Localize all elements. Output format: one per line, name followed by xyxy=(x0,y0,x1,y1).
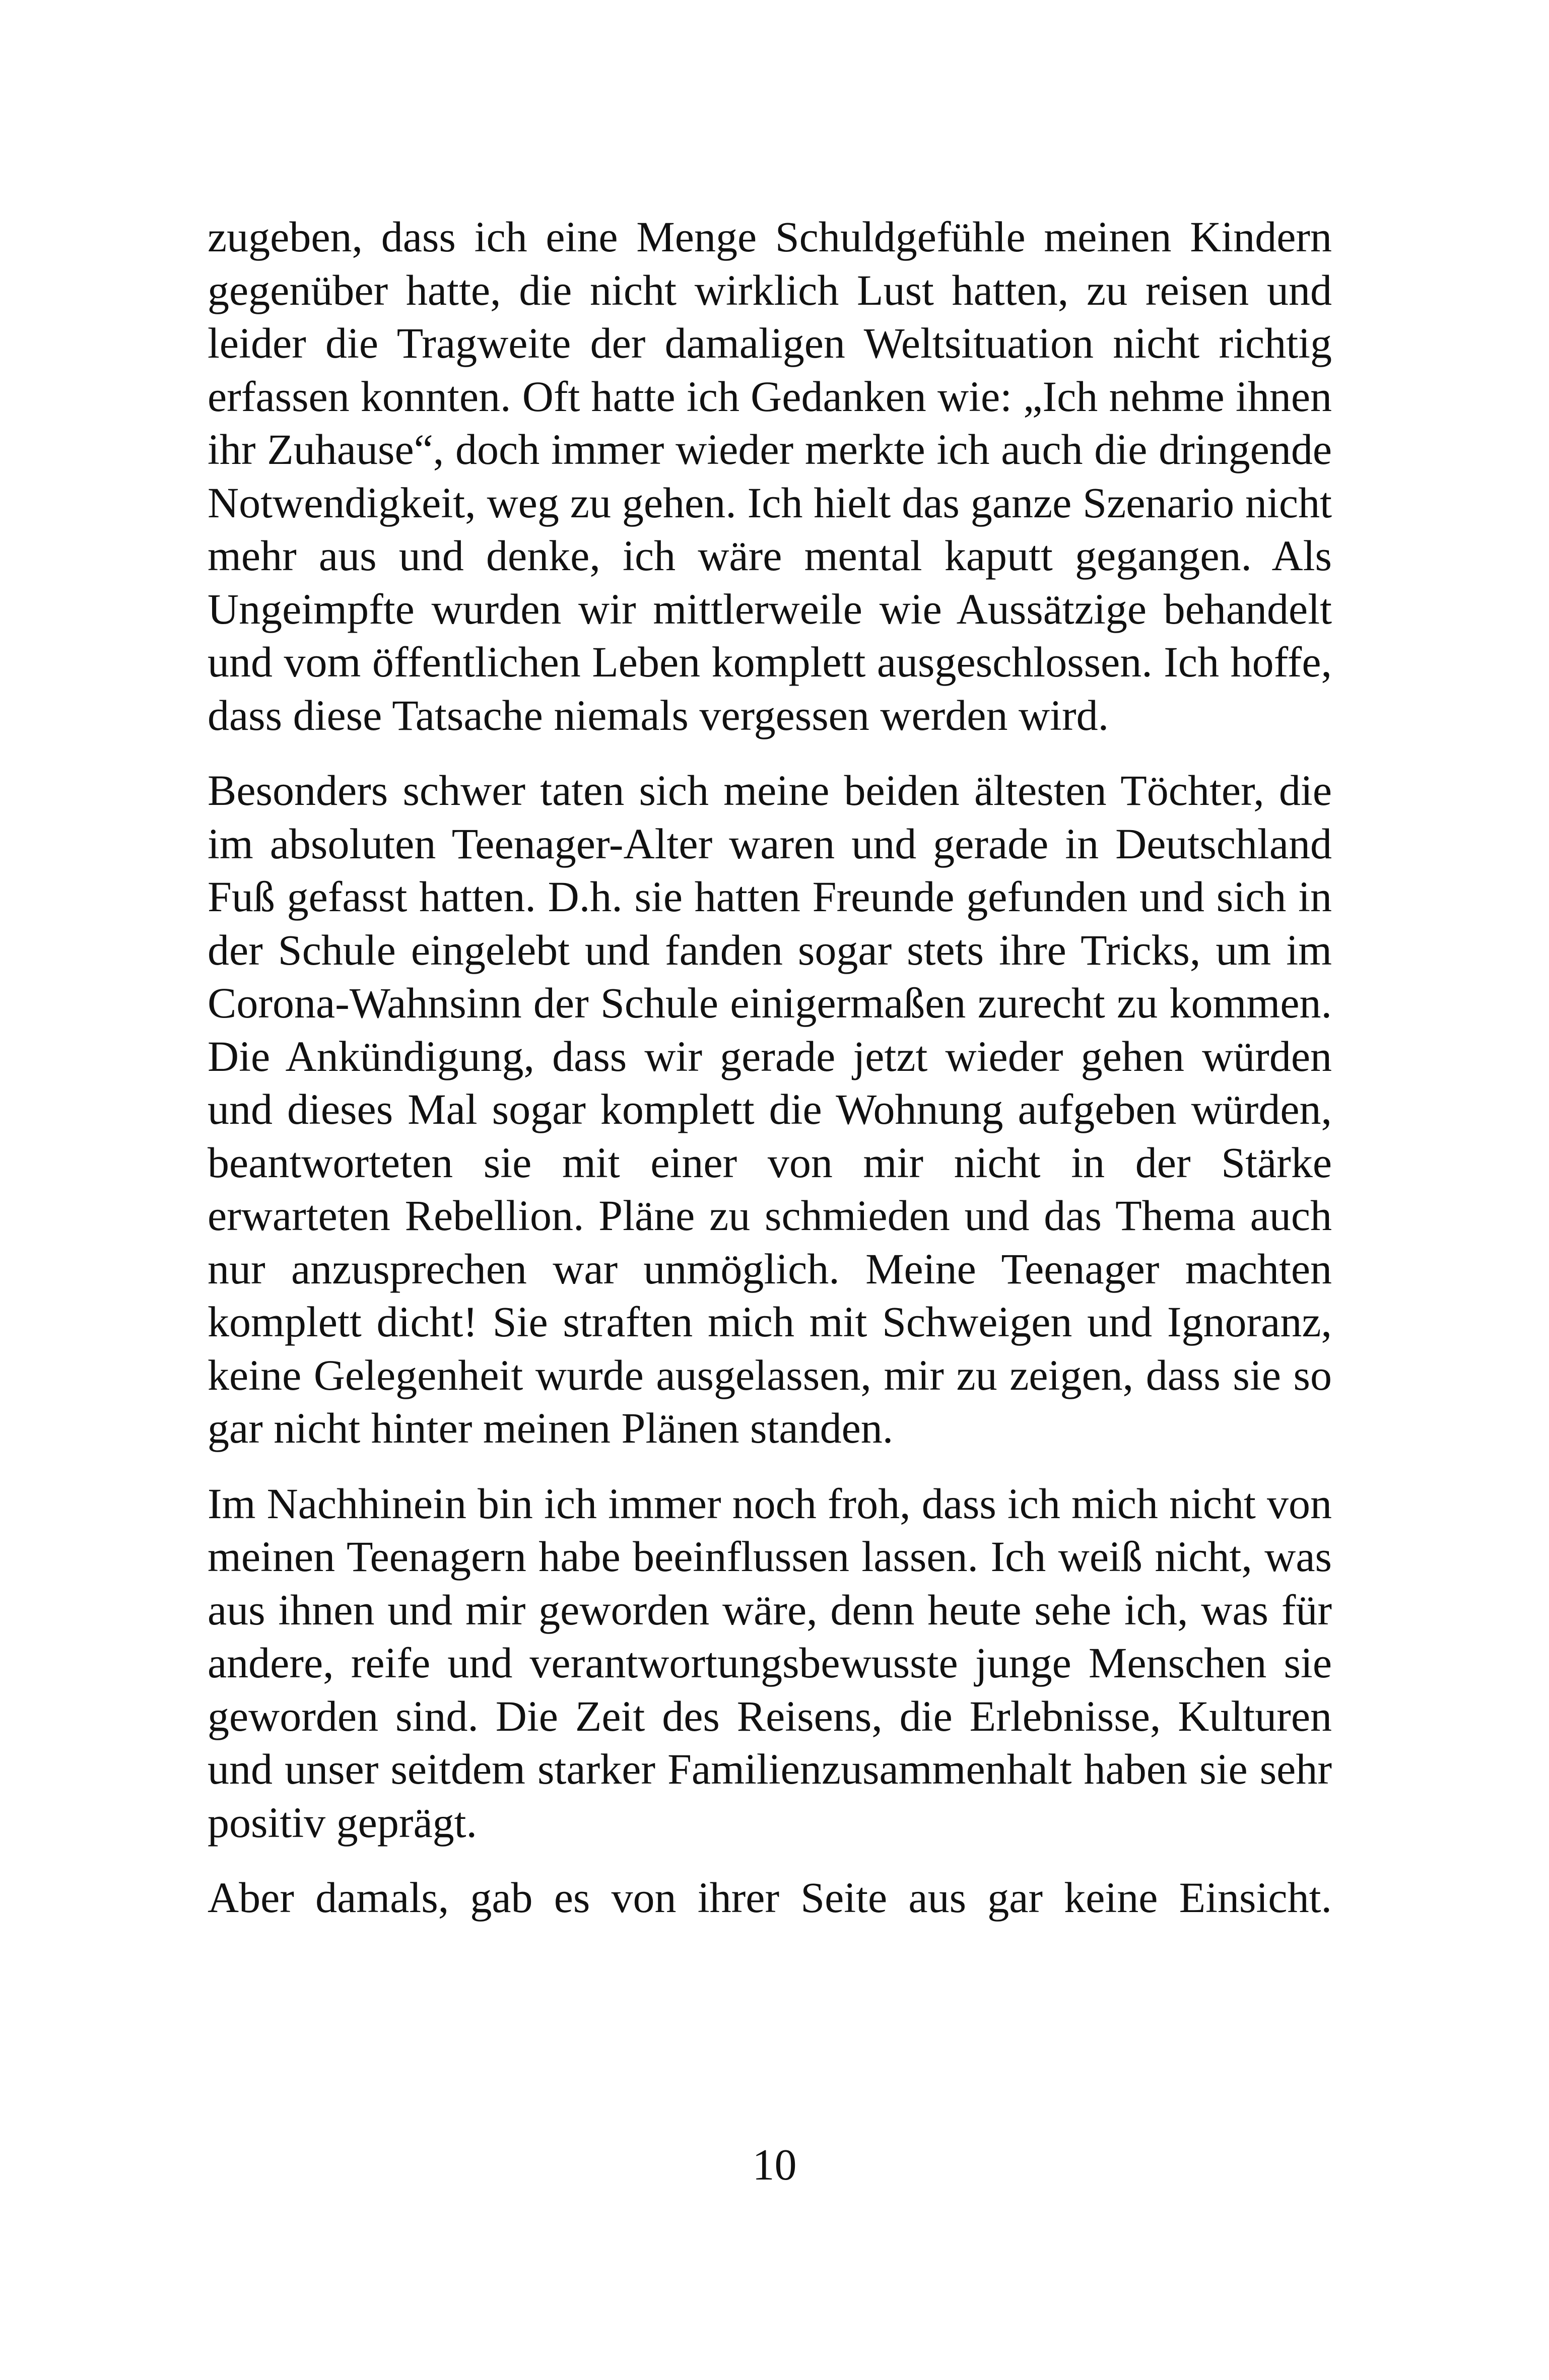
paragraph-3: Im Nachhinein bin ich immer noch froh, dass ich mich nicht von meinen Teenagern habe beeinflussen lassen. Ich weiß nicht, was aus ihnen und mir geworden wäre, denn heute sehe ich, was für andere, reife und verantwortungsbewusste junge Menschen sie geworden sind. Die Zeit des Reisens, die Erlebnisse, Kulturen und unser seitdem starker Familienzusammenhalt haben sie sehr positiv geprägt. xyxy=(208,1479,1332,1847)
body-text xyxy=(208,211,1332,1925)
paragraph-1: zugeben, dass ich eine Menge Schuldgefühle meinen Kindern gegenüber hatte, die nicht wirklich Lust hatten, zu reisen und leider die Tragweite der damaligen Weltsituation nicht richtig erfassen konnten. Oft hatte ich Gedanken wie: „Ich nehme ihnen ihr Zuhause“, doch immer wieder merkte ich auch die dringende Notwendigkeit, weg zu gehen. Ich hielt das ganze Szenario nicht mehr aus und denke, ich wäre mental kaputt gegangen. Als Ungeimpfte wurden wir mittlerweile wie Aussätzige behandelt und vom öffentlichen Leben komplett ausgeschlossen. Ich hoffe, dass diese Tatsache niemals vergessen werden wird. xyxy=(208,213,1332,739)
paragraph-4: Aber damals, gab es von ihrer Seite aus gar keine Einsicht. xyxy=(208,1873,1332,1922)
paragraph-2: Besonders schwer taten sich meine beiden ältesten Töchter, die im absoluten Teenager-Alter waren und gerade in Deutschland Fuß gefasst hatten. D.h. sie hatten Freunde gefunden und sich in der Schule eingelebt und fanden sogar stets ihre Tricks, um im Corona-Wahnsinn der Schule einigermaßen zurecht zu kommen. Die Ankündigung, dass wir gerade jetzt wieder gehen würden und dieses Mal sogar komplett die Wohnung aufgeben würden, beantworteten sie mit einer von mir nicht in der Stärke erwarteten Rebellion. Pläne zu schmieden und das Thema auch nur anzusprechen war unmöglich. Meine Teenager machten komplett dicht! Sie straften mich mit Schweigen und Ignoranz, keine Gelegenheit wurde ausgelassen, mir zu zeigen, dass sie so gar nicht hinter meinen Plänen standen. xyxy=(208,766,1332,1452)
page-number: 10 xyxy=(752,2141,797,2190)
